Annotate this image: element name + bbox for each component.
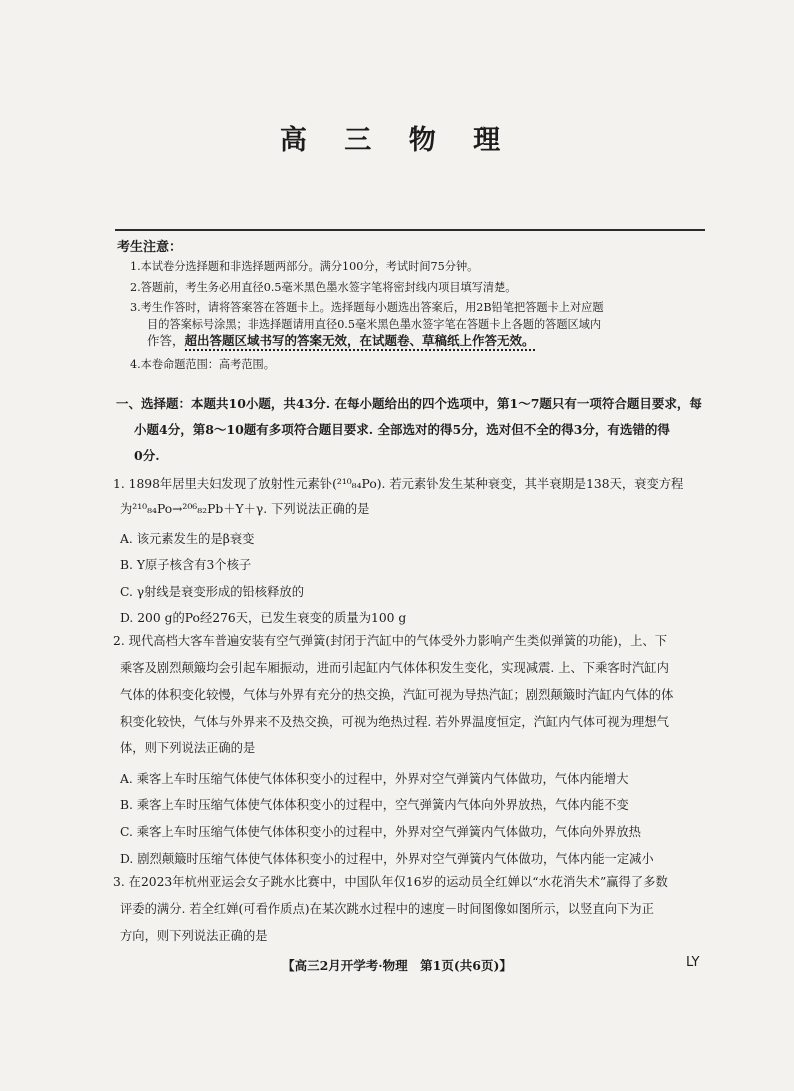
question-2-option-d: D. 剧烈颠簸时压缩气体使气体体积变小的过程中，外界对空气弹簧内气体做功，气体内能一定减小 <box>120 852 654 866</box>
section-header-line-2: 小题4分，第8～10题有多项符合题目要求. 全部选对的得5分，选对但不全的得3分，有选错的得 <box>134 422 670 437</box>
question-1-stem-cont: 为²¹⁰₈₄Po→²⁰⁶₈₂Pb＋Y＋γ. 下列说法正确的是 <box>120 502 370 516</box>
question-2-line-1: 2. 现代高档大客车普遍安装有空气弹簧(封闭于汽缸中的气体受外力影响产生类似弹簧的功能)，上、下 <box>113 634 668 648</box>
question-3-line-3: 方向，则下列说法正确的是 <box>120 929 268 943</box>
section-header-line-1: 一、选择题：本题共10小题，共43分. 在每小题给出的四个选项中，第1～7题只有一项符合题目要求，每 <box>116 396 702 411</box>
section-header-line-3: 0分. <box>134 448 160 463</box>
notice-item-3-end <box>147 333 727 349</box>
page-footer: 【高三2月开学考·物理 第1页(共6页)】 <box>282 958 512 973</box>
question-2-option-b: B. 乘客上车时压缩气体使气体体积变小的过程中，空气弹簧内气体向外界放热，气体内能不变 <box>120 798 629 812</box>
notice-item-3-cont: 目的答案标号涂黑；非选择题请用直径0.5毫米黑色墨水签字笔在答题卡上各题的答题区域内 <box>147 318 602 331</box>
question-3-line-2: 评委的满分. 若全红婵(可看作质点)在某次跳水过程中的速度－时间图像如图所示，以竖直向下为正 <box>120 902 654 916</box>
question-2-line-3: 气体的体积变化较慢，气体与外界有充分的热交换，汽缸可视为导热汽缸；剧烈颠簸时汽缸内气体的体 <box>120 688 674 702</box>
question-2-line-4: 积变化较快，气体与外界来不及热交换，可视为绝热过程. 若外界温度恒定，汽缸内气体可视为理想气 <box>120 715 669 729</box>
question-2-line-2: 乘客及剧烈颠簸均会引起车厢振动，进而引起缸内气体体积发生变化，实现减震. 上、下乘客时汽缸内 <box>120 661 669 675</box>
question-1-option-a: A. 该元素发生的是β衰变 <box>120 532 255 546</box>
question-3-line-1: 3. 在2023年杭州亚运会女子跳水比赛中，中国队年仅16岁的运动员全红婵以“水花消失术”赢得了多数 <box>113 875 668 889</box>
notice-item-3-prefix: 作答， <box>147 333 185 348</box>
notice-heading: 考生注意： <box>117 240 183 255</box>
question-1-stem: 1. 1898年居里夫妇发现了放射性元素钋(²¹⁰₈₄Po). 若元素钋发生某种衰变，其半衰期是138天，衰变方程 <box>113 477 684 491</box>
question-2-option-a: A. 乘客上车时压缩气体使气体体积变小的过程中，外界对空气弹簧内气体做功，气体内能增大 <box>120 772 629 786</box>
divider <box>115 229 705 231</box>
notice-item-3: 3.考生作答时，请将答案答在答题卡上。选择题每小题选出答案后，用2B铅笔把答题卡上对应题 <box>130 301 604 314</box>
notice-item-2: 2.答题前，考生务必用直径0.5毫米黑色墨水签字笔将密封线内项目填写清楚。 <box>130 281 517 294</box>
question-2-line-5: 体，则下列说法正确的是 <box>120 741 256 755</box>
question-1-option-d: D. 200 g的Po经276天，已发生衰变的质量为100 g <box>120 611 407 625</box>
footer-code: LY <box>686 955 700 970</box>
notice-item-4: 4.本卷命题范围：高考范围。 <box>130 358 275 371</box>
question-1-option-b: B. Y原子核含有3个核子 <box>120 558 252 572</box>
question-2-option-c: C. 乘客上车时压缩气体使气体体积变小的过程中，外界对空气弹簧内气体做功，气体向外界放热 <box>120 825 641 839</box>
question-1-option-c: C. γ射线是衰变形成的铅核释放的 <box>120 585 304 599</box>
page-title: 高 三 物 理 <box>279 125 515 156</box>
notice-item-1: 1.本试卷分选择题和非选择题两部分。满分100分，考试时间75分钟。 <box>130 260 479 273</box>
notice-emphasis: 超出答题区域书写的答案无效，在试题卷、草稿纸上作答无效。 <box>185 333 535 351</box>
